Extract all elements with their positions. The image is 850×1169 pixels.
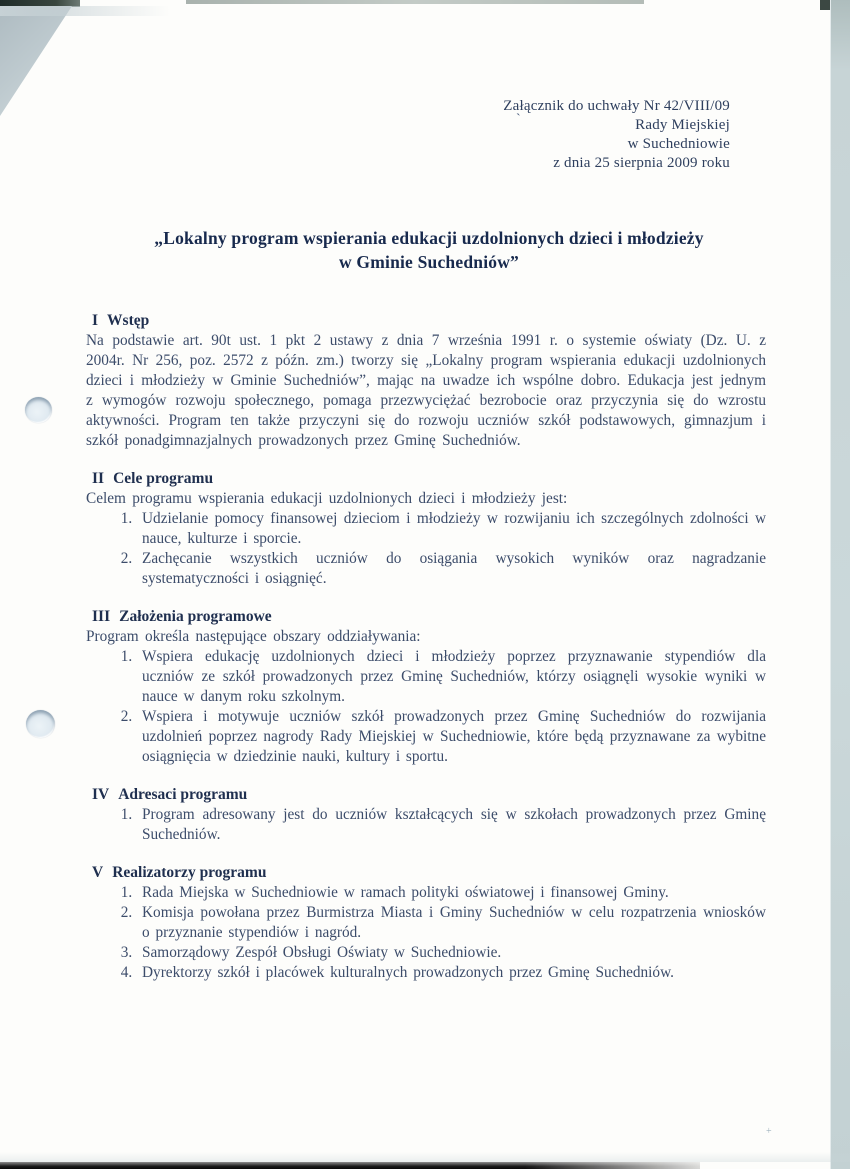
section-iv [86,784,766,845]
list-item: 3. Samorządowy Zespół Obsługi Oświaty w Suchedniowie. [138,943,766,963]
list-item: 2. Komisja powołana przez Burmistrza Miasta i Gminy Suchedniów w celu rozpatrzenia wniosków o przyznanie stypendiów i nagród. [138,903,766,943]
section-number: IV [92,786,110,803]
scanner-edge-bottom [0,1162,700,1169]
section-intro: Celem programu wspierania edukacji uzdolnionych dzieci i młodzieży jest: [86,490,568,507]
section-intro: Program określa następujące obszary oddziaływania: [86,628,421,645]
list-item: 2. Wspiera i motywuje uczniów szkół prowadzonych przez Gminę Suchedniów do rozwijania uzdolnień poprzez nagrody Rady Miejskiej w Suchedniowie, które będą przyznawane za wybitne osiągnięcia w dziedzinie nauki, kultury i sportu. [138,707,766,767]
section-title: Cele programu [113,470,214,487]
section-iii [86,606,766,767]
list-item: 4. Dyrektorzy szkół i placówek kulturalnych prowadzonych przez Gminę Suchedniów. [138,963,766,983]
section-list [86,805,766,845]
section-number: III [92,608,111,625]
header-line-date: z dnia 25 sierpnia 2009 roku [553,155,730,171]
scan-speck: ` [516,112,521,127]
list-item: 1. Udzielanie pomocy finansowej dzieciom i młodzieży w rozwijaniu ich szczególnych zdolności w nauce, kulturze i sporcie. [138,509,766,549]
section-heading [86,784,766,805]
header-line-council: Rady Miejskiej [635,117,730,133]
section-title: Realizatorzy programu [112,864,267,881]
section-i [86,310,766,451]
document-header [0,97,730,173]
section-number: II [92,470,105,487]
section-title: Założenia programowe [119,608,272,625]
section-intro: Na podstawie art. 90t ust. 1 pkt 2 ustawy z dnia 7 września 1991 r. o systemie oświaty (Dz. U. z 2004r. Nr 256, poz. 2572 z późn. zm.) tworzy się „Lokalny program wspierania edukacji uzdolnionych dzieci i młodzieży w Gminie Suchedniów”, mając na uwadze ich wspólne dobro. Edukacja jest jednym z wymogów rozwoju społecznego, pomaga przezwyciężać bezrobocie oraz przyczynia się do wzrostu aktywności. Program ten także przyczyni się do rozwoju uczniów szkół podstawowych, gimnazjum i szkół ponadgimnazjalnych prowadzonych przez Gminę Suchedniów. [86,332,766,449]
section-heading [86,606,766,627]
section-list [86,509,766,589]
document-body [86,310,766,983]
section-ii [86,468,766,589]
section-title: Adresaci programu [118,786,248,803]
list-item: 1. Wspiera edukację uzdolnionych dzieci i młodzieży poprzez przyznawanie stypendiów dla uczniów ze szkół prowadzonych przez Gminę Suchedniów, którzy osiągnęli wysokie wyniki w nauce w danym roku szkolnym. [138,647,766,707]
list-item: 1. Program adresowany jest do uczniów kształcących się w szkołach prowadzonych przez Gminę Suchedniów. [138,805,766,845]
scan-speck: + [766,1126,772,1137]
section-v [86,862,766,983]
section-heading [86,468,766,489]
section-heading [86,310,766,331]
section-number: V [92,864,104,881]
list-item: 2. Zachęcanie wszystkich uczniów do osiągania wysokich wyników oraz nagradzanie systematyczności i osiągnięć. [138,549,766,589]
list-item: 1. Rada Miejska w Suchedniowie w ramach polityki oświatowej i finansowej Gminy. [138,883,766,903]
section-list [86,883,766,983]
title-line-1: „Lokalny program wspierania edukacji uzdolnionych dzieci i młodzieży [154,228,704,248]
header-line-attachment: Załącznik do uchwały Nr 42/VIII/09 [503,98,730,114]
section-title: Wstęp [107,312,150,329]
section-number: I [92,312,99,329]
scanner-shadow-bottom [0,1152,850,1162]
header-line-town: w Suchedniowie [627,136,730,152]
title-line-2: w Gminie Suchedniów” [339,252,519,272]
section-list [86,647,766,767]
document-title [78,226,780,274]
section-heading [86,862,766,883]
